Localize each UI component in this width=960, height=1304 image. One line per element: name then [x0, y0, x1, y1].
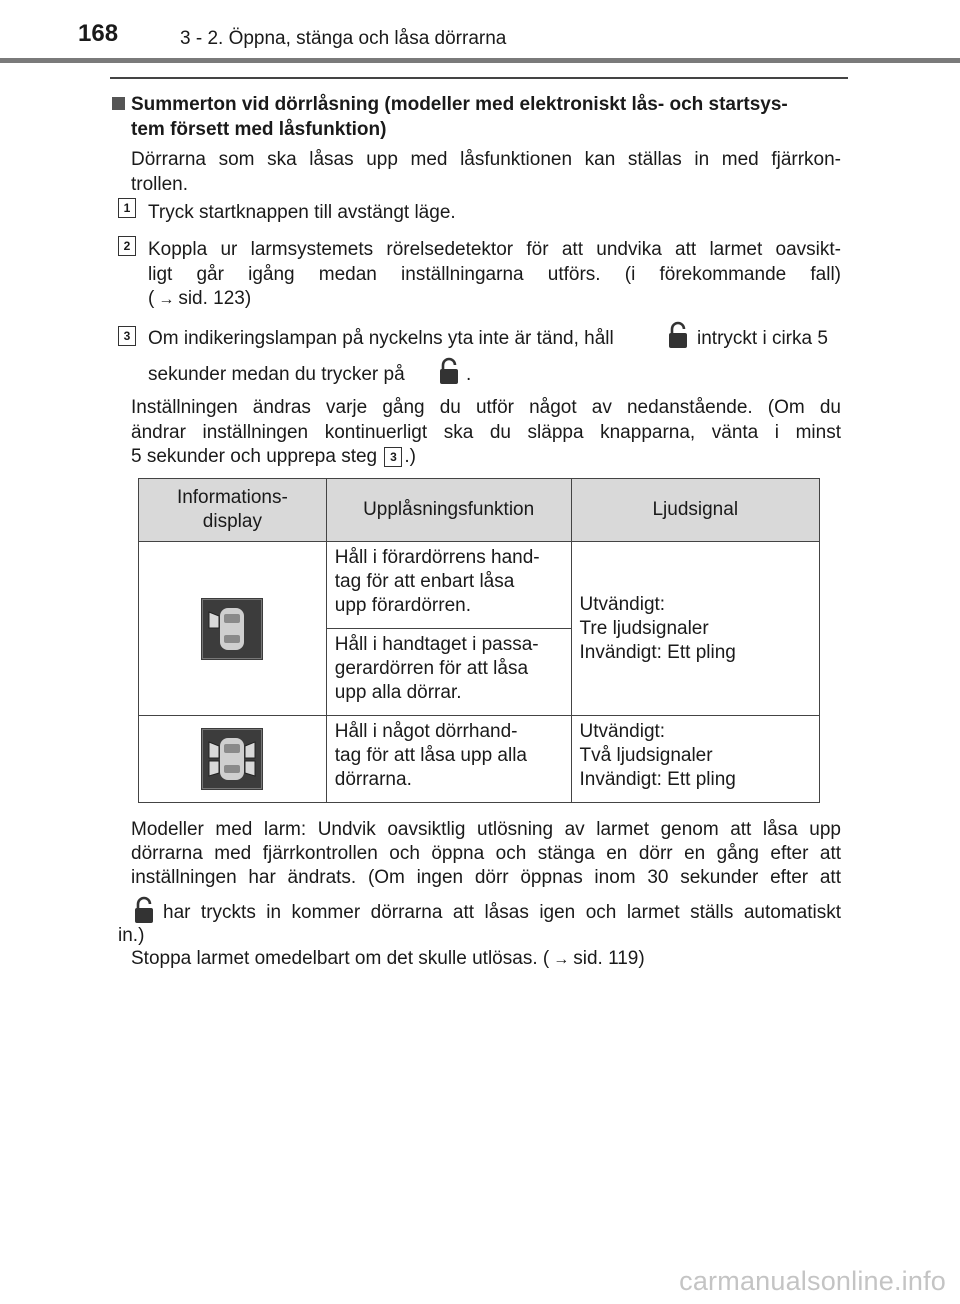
- step-reference-box: 3: [384, 447, 402, 467]
- table-header-display: Informations- display: [139, 479, 327, 542]
- section-heading-line-1: Summerton vid dörrlåsning (modeller med elektroniskt lås- och startsys-: [131, 94, 788, 115]
- alarm-note-text: Stoppa larmet omedelbart om det skulle utlösas. (: [131, 948, 550, 969]
- signal-cell: Utvändigt: Tre ljudsignaler Invändigt: Ett pling: [571, 542, 819, 716]
- ref-page-link[interactable]: sid. 123): [178, 288, 252, 309]
- lock-icon: [133, 895, 155, 925]
- function-cell: Håll i handtaget i passa- gerardörren för att låsa upp alla dörrar.: [326, 629, 571, 716]
- setting-change-line-1: Inställningen ändras varje gång du utför något av nedanstående. (Om du: [131, 397, 841, 418]
- setting-change-line-2: ändrar inställningen kontinuerligt ska du släppa knapparna, vänta i minst: [131, 422, 841, 443]
- watermark: carmanualsonline.info: [679, 1266, 946, 1296]
- lock-icon: [667, 320, 689, 350]
- table-row: [139, 716, 820, 803]
- step-1-text: Tryck startknappen till avstängt läge.: [148, 202, 456, 223]
- section-title: 3 - 2. Öppna, stänga och låsa dörrarna: [180, 28, 507, 49]
- display-cell: [139, 542, 327, 716]
- setting-change-text: 5 sekunder och upprepa steg: [131, 446, 378, 467]
- function-cell: Håll i något dörrhand- tag för att låsa upp alla dörrarna.: [326, 716, 571, 803]
- page-header: [0, 0, 960, 70]
- header-rule: [0, 58, 960, 63]
- table-row: [139, 542, 820, 629]
- intro-line-1: Dörrarna som ska låsas upp med låsfunktionen kan ställas in med fjärrkon-: [131, 149, 841, 170]
- all-doors-unlock-display-icon: [201, 728, 263, 790]
- alarm-note-line-2: dörrarna med fjärrkontrollen och öppna och stänga en dörr en gång efter att: [131, 843, 841, 864]
- step-number-box: 3: [118, 326, 136, 346]
- function-cell: Håll i förardörrens hand- tag för att enbart låsa upp förardörren.: [326, 542, 571, 629]
- page-number: 168: [78, 20, 119, 47]
- alarm-note-line-3: inställningen har ändrats. (Om ingen dörr öppnas inom 30 sekunder efter att: [131, 867, 841, 888]
- heading-bullet-icon: [112, 97, 125, 110]
- top-rule: [110, 77, 848, 79]
- step-number-box: 2: [118, 236, 136, 256]
- alarm-note-line-5: in.): [118, 925, 145, 946]
- step-2-reference: [148, 286, 838, 312]
- alarm-ref-page-link[interactable]: sid. 119): [573, 948, 645, 969]
- intro-line-2: trollen.: [131, 174, 189, 195]
- step-3-text-a: Om indikeringslampan på nyckelns yta inte är tänd, håll: [148, 328, 614, 349]
- driver-door-unlock-display-icon: [201, 598, 263, 660]
- setting-change-line-3: [131, 444, 841, 469]
- table-header-row: [139, 479, 820, 542]
- display-cell: [139, 716, 327, 803]
- section-heading-line-2: tem försett med låsfunktion): [131, 119, 387, 140]
- alarm-note-line-1: Modeller med larm: Undvik oavsiktlig utlösning av larmet genom att låsa upp: [131, 819, 841, 840]
- step-3-text-c: sekunder medan du trycker på: [148, 364, 405, 385]
- alarm-note-line-6: [131, 946, 841, 972]
- signal-cell: Utvändigt: Två ljudsignaler Invändigt: Ett pling: [571, 716, 819, 803]
- alarm-note-line-4: har tryckts in kommer dörrarna att låsas igen och larmet ställs automatiskt: [163, 902, 841, 923]
- step-2-line-2: ligt går igång medan inställningarna utförs. (i förekommande fall): [148, 264, 841, 285]
- step-2-line-1: Koppla ur larmsystemets rörelsedetektor för att undvika att larmet oavsikt-: [148, 239, 841, 260]
- settings-table: [138, 478, 820, 803]
- lock-icon: [438, 356, 460, 386]
- table-header-signal: Ljudsignal: [571, 479, 819, 542]
- arrow-right-icon: →: [158, 291, 175, 308]
- table-header-function: Upplåsningsfunktion: [326, 479, 571, 542]
- step-3-text-b: intryckt i cirka 5: [697, 328, 828, 349]
- step-number-box: 1: [118, 198, 136, 218]
- arrow-right-icon: →: [553, 951, 570, 968]
- step-3-text-d: .: [466, 364, 472, 385]
- setting-change-end: .): [404, 446, 417, 467]
- ref-open: (: [148, 288, 155, 309]
